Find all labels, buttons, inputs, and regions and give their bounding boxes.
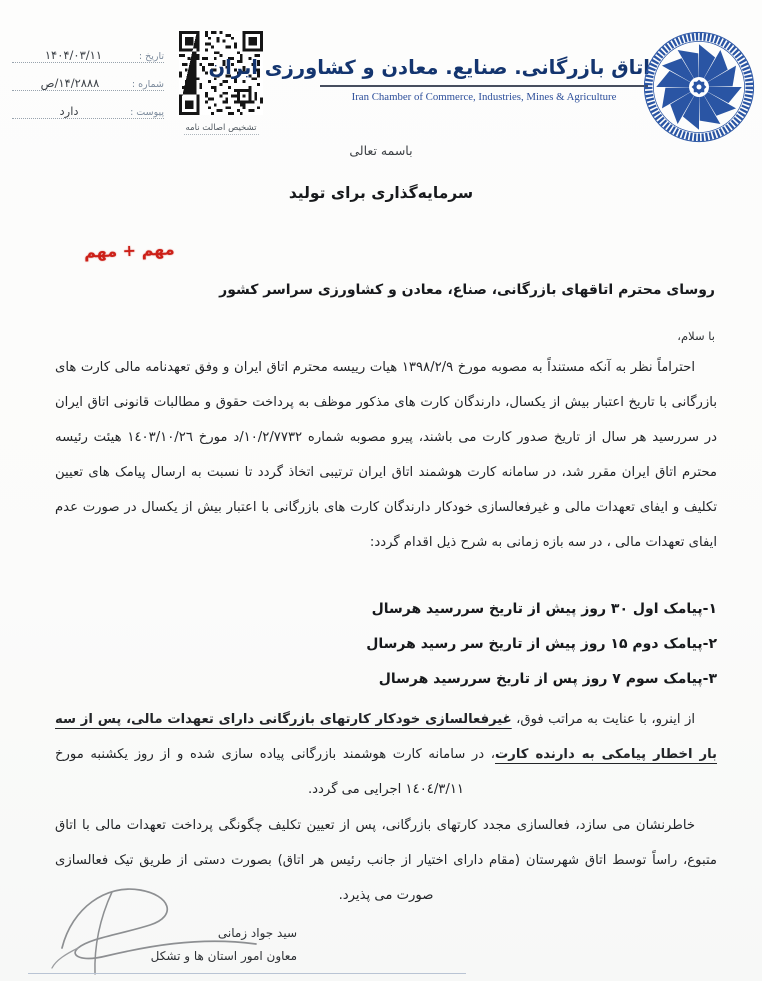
org-name-persian: اتاق بازرگانی. صنایع. معادن و کشاورزی ایران xyxy=(208,56,650,79)
sms-list-item-1: ۱-پیامک اول ۳۰ روز پیش از تاریخ سررسید هرسال xyxy=(371,601,717,617)
org-name-english: Iran Chamber of Commerce, Industries, Mines & Agriculture xyxy=(351,91,617,103)
salutation: با سلام، xyxy=(677,329,715,343)
paragraph-2-emphasis: غیرفعالسازی خودکار کارتهای بازرگانی دارای تعهدات مالی، پس از سه بار اخطار پیامکی به دارنده کارت xyxy=(55,712,717,762)
sms-schedule-list xyxy=(55,592,717,697)
letterhead-fields xyxy=(12,38,164,122)
chamber-logo-icon xyxy=(640,30,758,144)
sms-list-item-3: ۳-پیامک سوم ۷ روز پس از تاریخ سررسید هرسال xyxy=(378,671,717,687)
paragraph-2-lead: از اینرو، با عنایت به مراتب فوق، xyxy=(511,712,696,727)
signer-title: معاون امور استان ها و تشکل xyxy=(150,949,297,963)
number-label: شماره : xyxy=(131,79,164,90)
number-value: ۱۴/۲۸۸۸/ص xyxy=(40,76,100,90)
body-paragraph-1: احتراماً نظر به آنکه مستنداً به مصوبه مورخ ۱۳۹۸/۲/۹ هیات رییسه محترم اتاق ایران و وفق تعهدنامه مالی کارت های بازرگانی با تاریخ اعتبار بیش از یکسال، دارندگان کارت های مذکور موظف به پرداخت حقوق و مطالبات قانونی اتاق ایران در سررسید هر سال از تاریخ صدور کارت می باشند، پیرو مصوبه شماره ۱۰/۲/۷۷۳۲/د مورخ ١٤٠٣/١٠/٢٦ هیئت رئیسه محترم اتاق ایران مقرر شد، در سامانه کارت هوشمند اتاق ایران ترتیبی اتخاذ گردد تا نسبت به ارسال پیامک های تعیین تکلیف و ایفای تعهدات مالی و غیرفعالسازی خودکار دارندگان کارت های بازرگانی با اعتبار بیش از یکسال در صورت عدم ایفای تعهدات مالی ، در سه بازه زمانی به شرح ذیل اقدام گردد: xyxy=(55,360,717,550)
qr-caption: تشخیص اصالت نامه xyxy=(185,123,257,133)
paragraph-2-tail: ، در سامانه کارت هوشمند بازرگانی پیاده سازی شده و از روز یکشنبه مورخ ١٤٠٤/٣/١١ اجرایی می گردد. xyxy=(55,747,496,797)
scan-artifact-line xyxy=(28,973,466,974)
attachment-label: پیوست : xyxy=(130,107,164,118)
date-value: ۱۴۰۴/۰۳/۱۱ xyxy=(44,48,103,62)
signer-name: سید جواد زمانی xyxy=(217,926,297,940)
number-field xyxy=(12,66,164,91)
date-field xyxy=(12,38,164,63)
org-divider xyxy=(320,85,648,87)
attachment-field xyxy=(12,94,164,119)
addressee-line: روسای محترم اتاقهای بازرگانی، صناع، معادن و کشاورزی سراسر کشور xyxy=(219,282,715,298)
body-paragraph-2 xyxy=(55,702,717,807)
bismillah-heading: باسمه تعالی xyxy=(349,143,413,158)
body-paragraph-3: خاطرنشان می سازد، فعالسازی مجدد کارتهای بازرگانی، پس از تعیین تکلیف چگونگی پرداخت تعهدات مالی با اتاق متبوع، راساً توسط اتاق شهرستان (مقام دارای اختیار از جانب رئیس هر اتاق) بصورت دستی از طریق تیک فعالسازی صورت می پذیرد. xyxy=(55,818,717,903)
qr-block xyxy=(178,31,264,135)
sms-list-item-2: ۲-پیامک دوم ۱۵ روز پیش از تاریخ سر رسید هرسال xyxy=(366,636,717,652)
signature-block xyxy=(55,922,297,968)
slogan-heading: سرمایه‌گذاری برای تولید xyxy=(288,184,474,202)
date-label: تاریخ : xyxy=(138,51,164,62)
importance-stamp: مهم + مهم xyxy=(83,239,175,262)
org-header xyxy=(208,56,650,103)
attachment-value: دارد xyxy=(59,104,79,118)
